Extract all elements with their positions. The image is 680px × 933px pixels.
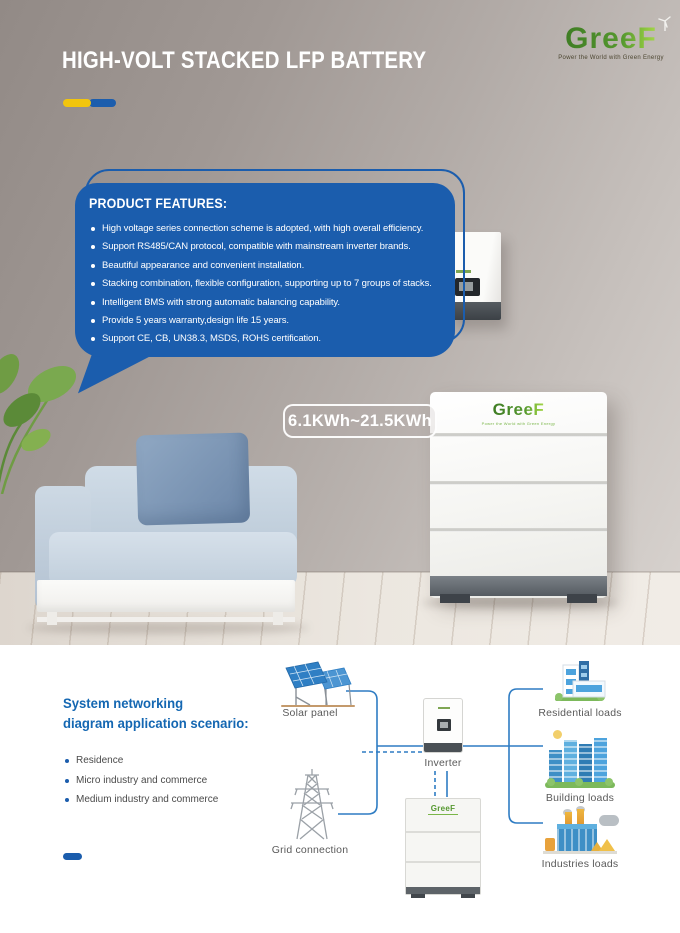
residential-loads-label: Residential loads — [538, 707, 622, 719]
industries-loads-label: Industries loads — [541, 858, 619, 870]
battery-icon — [405, 798, 481, 895]
feature-item — [89, 312, 441, 330]
title-accent-yellow — [63, 99, 91, 107]
battery-module-line — [430, 528, 607, 532]
solar-panel-label: Solar panel — [282, 707, 338, 719]
scenario-section — [0, 645, 680, 933]
brand-name: GreeF — [492, 400, 545, 419]
wind-turbine-icon — [658, 15, 672, 31]
features-heading: PRODUCT FEATURES: — [89, 196, 228, 211]
sofa-pillow — [136, 433, 250, 526]
battery-foot — [440, 594, 470, 603]
scenario-heading-line2: diagram application scenario: — [63, 716, 249, 731]
bullet-icon — [91, 282, 95, 286]
battery-brand-logo — [430, 401, 607, 426]
feature-text: High voltage series connection scheme is adopted, with high overall efficiency. — [102, 223, 424, 234]
bush-icon — [575, 778, 583, 786]
battery-base — [430, 576, 607, 596]
title-accent-blue — [89, 99, 116, 107]
bullet-icon — [91, 227, 95, 231]
sofa-leg — [47, 612, 57, 625]
inverter-label: Inverter — [424, 757, 462, 769]
feature-text: Intelligent BMS with strong automatic balancing capability. — [102, 296, 340, 308]
residential-house-icon — [543, 657, 615, 705]
bullet-icon — [91, 337, 95, 341]
ground-strip — [543, 851, 617, 854]
feature-item — [89, 257, 441, 275]
brand-tagline: Power the World with Green Energy — [481, 421, 556, 426]
feature-item — [89, 330, 441, 348]
feature-item — [89, 238, 441, 256]
capacity-badge: 6.1KWh~21.5KWh — [283, 404, 437, 438]
building-tower — [594, 738, 607, 784]
page-title: HIGH-VOLT STACKED LFP BATTERY — [62, 47, 427, 74]
sofa-leg — [273, 612, 283, 625]
factory-chimney — [577, 809, 584, 824]
sofa-base — [37, 580, 295, 612]
sun-icon — [553, 730, 562, 739]
sofa-rail — [37, 617, 295, 622]
building-loads-label: Building loads — [545, 792, 615, 804]
sofa — [35, 428, 297, 632]
building-tower — [564, 740, 577, 784]
grid-tower-icon — [285, 767, 339, 841]
battery-icon-foot — [461, 894, 475, 898]
bullet-icon — [91, 264, 95, 268]
battery-module-line — [430, 433, 607, 437]
bush-icon — [605, 778, 613, 786]
brand-name: GreeF — [565, 22, 657, 55]
scenario-text: Medium industry and commerce — [76, 794, 219, 805]
feature-item — [89, 220, 441, 238]
battery-icon-foot — [411, 894, 425, 898]
feature-text: Stacking combination, flexible configuration, supporting up to 7 groups of stacks. — [102, 278, 432, 290]
feature-item — [89, 294, 441, 312]
sofa-shadow — [27, 622, 309, 634]
feature-text: Beautiful appearance and convenient installation. — [102, 259, 305, 271]
inverter-icon-band — [424, 743, 462, 752]
factory-tank — [545, 838, 555, 851]
bullet-icon — [91, 319, 95, 323]
bullet-icon — [91, 245, 95, 249]
factory-hall — [557, 829, 597, 851]
inverter-icon-logo — [438, 707, 450, 709]
industries-loads-icon — [541, 809, 619, 857]
battery-icon-base — [406, 887, 480, 894]
battery-foot — [567, 594, 597, 603]
scenario-text: Micro industry and commerce — [76, 774, 208, 786]
material-pile — [599, 839, 615, 851]
bullet-icon — [91, 301, 95, 305]
battery-icon-logo: GreeF — [430, 804, 456, 813]
factory-chimney — [565, 812, 572, 824]
bush-icon — [547, 778, 555, 786]
features-bubble — [75, 183, 455, 357]
brand-logo — [548, 24, 674, 61]
inverter-icon — [423, 698, 463, 753]
grid-connection-label: Grid connection — [271, 844, 349, 856]
battery-icon-module-line — [406, 831, 480, 833]
battery-module-line — [430, 481, 607, 485]
inverter-icon-display — [440, 722, 448, 728]
feature-text: Support CE, CB, UN38.3, MSDS, ROHS certification. — [102, 333, 321, 345]
scenario-heading-line1: System networking — [63, 696, 184, 711]
battery-product — [430, 392, 607, 604]
smoke-cloud-icon — [599, 815, 619, 826]
solar-panel-icon — [280, 659, 356, 711]
feature-text: Provide 5 years warranty,design life 15 years. — [102, 315, 289, 327]
features-list — [89, 220, 441, 349]
inverter-icon-screen — [437, 719, 451, 731]
scenario-text: Residence — [76, 755, 124, 766]
building-loads-icon — [545, 730, 619, 790]
feature-item — [89, 275, 441, 293]
battery-icon-logo-underline — [428, 814, 458, 815]
brand-tagline: Power the World with Green Energy — [558, 55, 664, 61]
feature-text: Support RS485/CAN protocol, compatible with mainstream inverter brands. — [102, 241, 411, 253]
battery-icon-module-line — [406, 861, 480, 863]
sofa-seat-cushion — [49, 532, 297, 586]
